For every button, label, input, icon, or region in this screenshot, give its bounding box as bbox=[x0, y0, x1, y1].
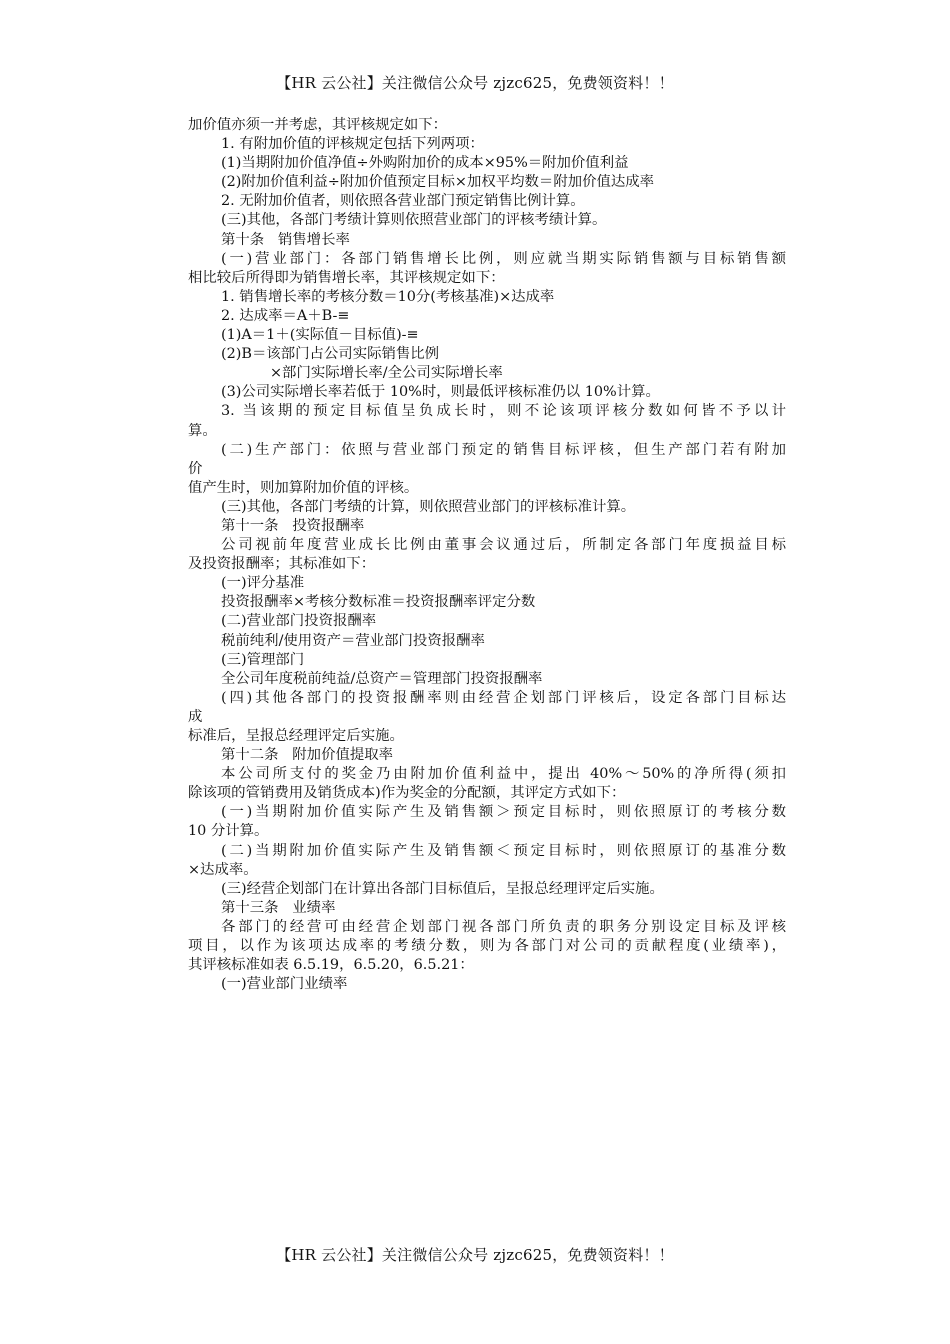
body-line: ×达成率。 bbox=[188, 861, 258, 878]
body-line: 加价值亦须一并考虑，其评核规定如下： bbox=[188, 117, 448, 133]
body-line: (一)营业部门业绩率 bbox=[221, 976, 348, 993]
body-line: (二)当期附加价值实际产生及销售额＜预定目标时，则依照原订的基准分数 bbox=[221, 842, 786, 859]
body-line: 本公司所支付的奖金乃由附加价值利益中，提出 40%～50%的净所得(须扣 bbox=[221, 766, 786, 783]
body-line: 3. 当该期的预定目标值呈负成长时，则不论该项评核分数如何皆不予以计 bbox=[221, 403, 786, 420]
body-line: 税前纯利/使用资产＝营业部门投资报酬率 bbox=[221, 632, 485, 649]
document-body bbox=[188, 116, 786, 994]
body-line: (三)管理部门 bbox=[221, 651, 305, 668]
body-line: (三)经营企划部门在计算出各部门目标值后，呈报总经理评定后实施。 bbox=[221, 880, 664, 897]
page-header: 【HR 云公社】关注微信公众号 zjzc625，免费领资料！！ bbox=[276, 74, 674, 92]
body-line: 2. 达成率＝A＋B-≡ bbox=[221, 307, 350, 324]
body-line: 2. 无附加价值者，则依照各营业部门预定销售比例计算。 bbox=[221, 193, 585, 210]
page-footer: 【HR 云公社】关注微信公众号 zjzc625，免费领资料！！ bbox=[276, 1246, 674, 1264]
body-line: (1)当期附加价值净值÷外购附加价的成本×95%＝附加价值利益 bbox=[221, 155, 629, 172]
body-line: 全公司年度税前纯益/总资产＝管理部门投资报酬率 bbox=[221, 670, 543, 687]
body-line: (1)A＝1＋(实际值－目标值)-≡ bbox=[221, 327, 419, 344]
body-line: 第十三条 业绩率 bbox=[221, 899, 336, 916]
body-line: 其评核标准如表 6.5.19，6.5.20，6.5.21： bbox=[188, 957, 474, 974]
body-line: 投资报酬率×考核分数标准＝投资报酬率评定分数 bbox=[221, 594, 536, 611]
body-line: (3)公司实际增长率若低于 10%时，则最低评核标准仍以 10%计算。 bbox=[221, 384, 660, 401]
body-line: 1. 销售增长率的考核分数＝10分(考核基准)×达成率 bbox=[221, 288, 555, 305]
body-line: (二)营业部门投资报酬率 bbox=[221, 613, 377, 630]
body-line: 项目，以作为该项达成率的考绩分数，则为各部门对公司的贡献程度(业绩率)， bbox=[188, 938, 786, 955]
body-line: 除该项的管销费用及销货成本)作为奖金的分配额，其评定方式如下： bbox=[188, 785, 626, 802]
body-line: 相比较后所得即为销售增长率，其评核规定如下： bbox=[188, 269, 505, 286]
body-line: 标准后，呈报总经理评定后实施。 bbox=[188, 728, 404, 744]
body-line: (一)营业部门：各部门销售增长比例，则应就当期实际销售额与目标销售额 bbox=[221, 250, 786, 267]
body-line: 各部门的经营可由经营企划部门视各部门所负责的职务分别设定目标及评核 bbox=[221, 918, 786, 935]
body-line: 价 bbox=[188, 460, 203, 477]
body-line: (四)其他各部门的投资报酬率则由经营企划部门评核后，设定各部门目标达 bbox=[221, 689, 786, 706]
body-line: (三)其他，各部门考绩的计算，则依照营业部门的评核标准计算。 bbox=[221, 498, 636, 515]
body-line: (三)其他，各部门考绩计算则依照营业部门的评核考绩计算。 bbox=[221, 212, 607, 229]
body-line: 及投资报酬率；其标准如下： bbox=[188, 556, 376, 573]
body-line: 值产生时，则加算附加价值的评核。 bbox=[188, 479, 419, 496]
body-line: (一)当期附加价值实际产生及销售额＞预定目标时，则依照原订的考核分数 bbox=[221, 804, 786, 821]
body-line: 公司视前年度营业成长比例由董事会议通过后，所制定各部门年度损益目标 bbox=[221, 537, 786, 554]
body-line: 10 分计算。 bbox=[188, 823, 269, 840]
body-line: 第十条 销售增长率 bbox=[221, 231, 350, 248]
body-line: (2)附加价值利益÷附加价值预定目标×加权平均数＝附加价值达成率 bbox=[221, 174, 655, 191]
body-line: (一)评分基准 bbox=[221, 575, 305, 592]
body-line: (二)生产部门：依照与营业部门预定的销售目标评核，但生产部门若有附加 bbox=[221, 441, 786, 458]
body-line: 1. 有附加价值的评核规定包括下列两项： bbox=[221, 136, 484, 153]
body-line: 算。 bbox=[188, 422, 217, 439]
body-line: (2)B＝该部门占公司实际销售比例 bbox=[221, 346, 440, 363]
body-line: 第十一条 投资报酬率 bbox=[221, 517, 365, 534]
body-line: 成 bbox=[188, 708, 203, 725]
body-line: ×部门实际增长率/全公司实际增长率 bbox=[270, 365, 503, 382]
body-line: 第十二条 附加价值提取率 bbox=[221, 747, 394, 764]
